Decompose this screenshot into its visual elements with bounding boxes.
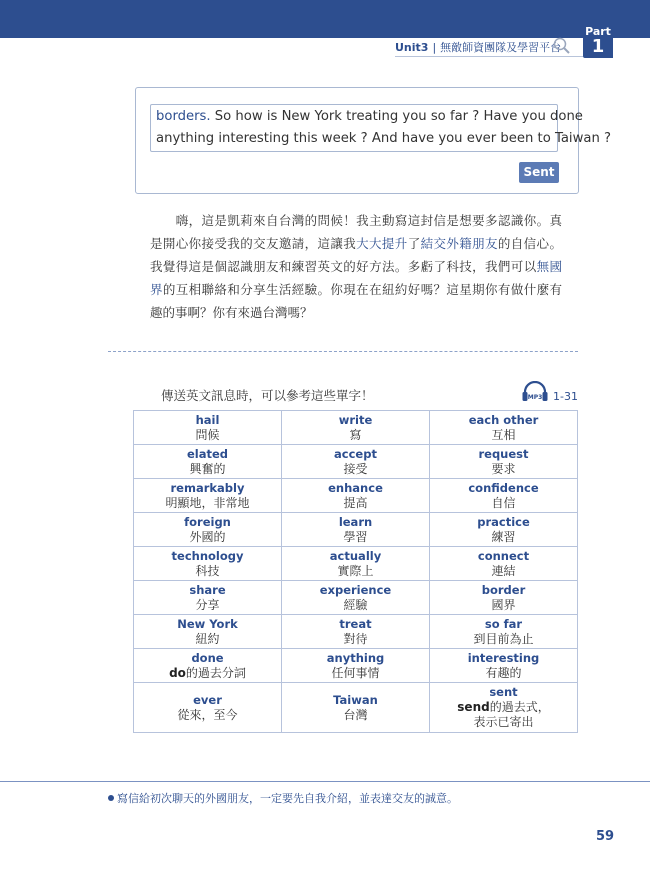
vocab-english: so far: [484, 616, 523, 631]
vocab-cell: [282, 649, 430, 683]
vocab-chinese: 從來，至今: [177, 707, 238, 722]
vocab-chinese: 國界: [491, 597, 516, 612]
vocab-english: treat: [339, 616, 372, 631]
table-row: [134, 547, 578, 581]
vocab-cell: [134, 411, 282, 445]
vocab-cell: [430, 445, 578, 479]
vocab-cell: [430, 615, 578, 649]
vocab-chinese: 紐約: [195, 631, 220, 646]
vocab-chinese-rest: 的過去式，: [489, 700, 550, 714]
vocab-cell: [134, 547, 282, 581]
vocab-cell: [282, 513, 430, 547]
vocab-chinese: 連結: [491, 563, 516, 578]
para-text-3: 的自信心。我覺得這是個認識朋友和練習英文的好方法。多虧了科技，我們可以: [150, 236, 562, 274]
vocab-chinese: 寫: [349, 427, 362, 442]
table-row: [134, 513, 578, 547]
vocab-english: learn: [338, 514, 373, 529]
vocab-cell: [134, 683, 282, 733]
vocab-cell: [282, 479, 430, 513]
track-number: 1-31: [553, 390, 578, 403]
message-text-field[interactable]: [150, 104, 611, 152]
vocab-english: New York: [177, 616, 238, 631]
vocab-chinese: 實際上: [337, 563, 374, 578]
vocab-english: ever: [193, 692, 222, 707]
vocab-english: anything: [326, 650, 385, 665]
header-separator: |: [432, 40, 437, 54]
vocab-chinese: 科技: [195, 563, 220, 578]
footer-note: [108, 790, 458, 806]
vocab-chinese-bold: do: [169, 665, 186, 680]
vocab-english: each other: [468, 412, 539, 427]
vocab-english: foreign: [184, 514, 231, 529]
vocab-chinese: 要求: [491, 461, 516, 476]
vocab-english: border: [481, 582, 526, 597]
vocab-chinese: 分享: [195, 597, 220, 612]
vocab-english: experience: [319, 582, 392, 597]
vocab-chinese: 有趣的: [485, 665, 522, 680]
vocab-cell: [430, 513, 578, 547]
vocab-cell: [430, 683, 578, 733]
vocab-english: interesting: [467, 650, 540, 665]
vocab-chinese: 明顯地，非常地: [165, 495, 250, 510]
vocab-cell: [282, 581, 430, 615]
vocab-chinese-line2: 表示已寄出: [473, 715, 534, 729]
para-text-1: 嗨，這是凱莉來自台灣的問候！我主動寫這封信是想要多認識你。真是開心你接受我的交友邀請，這讓我: [150, 213, 562, 251]
footer-note-text: 寫信給初次聊天的外國朋友，一定要先自我介紹，並表達交友的誠意。: [117, 792, 458, 805]
vocab-chinese: 提高: [343, 495, 368, 510]
vocab-cell: [430, 649, 578, 683]
unit-label: Unit3: [395, 40, 429, 54]
vocab-cell: [134, 615, 282, 649]
part-tab: [583, 24, 613, 58]
message-line2: anything interesting this week ? And have you ever been to Taiwan ?: [156, 131, 611, 146]
table-row: [134, 445, 578, 479]
vocab-chinese: 外國的: [189, 529, 226, 544]
vocab-chinese: 學習: [343, 529, 368, 544]
vocab-cell: [282, 547, 430, 581]
vocab-cell: [430, 547, 578, 581]
table-row: [134, 649, 578, 683]
vocab-chinese: 接受: [343, 461, 368, 476]
vocab-english: sent: [489, 685, 518, 699]
audio-label: MP3: [527, 394, 543, 401]
vocab-chinese: 到目前為止: [473, 631, 534, 646]
vocab-cell: [430, 411, 578, 445]
vocab-cell: [134, 649, 282, 683]
vocab-chinese: [430, 700, 577, 715]
table-row: [134, 581, 578, 615]
vocab-cell: [134, 479, 282, 513]
page-number: 59: [596, 829, 615, 844]
vocab-english: hail: [195, 412, 220, 427]
message-highlight: borders.: [156, 109, 211, 124]
vocab-english: remarkably: [170, 480, 245, 495]
unit-title: 無敵師資團隊及學習平台: [440, 41, 562, 54]
vocab-chinese: [134, 666, 281, 681]
vocab-chinese: 自信: [491, 495, 516, 510]
vocab-english: Taiwan: [333, 692, 378, 707]
vocab-english: elated: [186, 446, 229, 461]
vocab-chinese: 練習: [491, 529, 516, 544]
sent-button[interactable]: Sent: [519, 162, 559, 183]
bullet-icon: [108, 795, 114, 801]
vocab-chinese: 互相: [491, 427, 516, 442]
vocab-cell: [282, 445, 430, 479]
search-icon: [552, 36, 572, 56]
vocab-chinese: 任何事情: [331, 665, 380, 680]
vocab-chinese-bold: send: [457, 700, 490, 714]
vocab-cell: [430, 479, 578, 513]
translation-paragraph: [150, 209, 562, 324]
vocab-cell: [134, 581, 282, 615]
vocab-english: enhance: [328, 480, 383, 495]
vocab-cell: [282, 615, 430, 649]
part-number: 1: [591, 36, 605, 57]
vocab-english: share: [189, 582, 226, 597]
vocab-cell: [430, 581, 578, 615]
vocab-english: confidence: [468, 480, 539, 495]
message-line1: So how is New York treating you so far ? Have you done: [210, 109, 583, 124]
vocab-chinese: 經驗: [343, 597, 368, 612]
vocab-intro: 傳送英文訊息時，可以參考這些單字！: [161, 388, 374, 403]
message-box: [135, 87, 611, 194]
para-highlight-3: 無國界: [150, 259, 562, 297]
vocab-chinese: 興奮的: [189, 461, 226, 476]
vocab-chinese-rest: 的過去分詞: [185, 665, 246, 680]
vocab-english: request: [478, 446, 529, 461]
vocab-english: technology: [171, 548, 244, 563]
vocab-english: write: [338, 412, 373, 427]
para-text-4: 的互相聯絡和分享生活經驗。你現在在紐約好嗎？這星期你有做什麼有趣的事啊？你有來過台灣嗎？: [150, 282, 562, 320]
vocab-english: connect: [477, 548, 530, 563]
para-text-2: 了: [407, 236, 421, 251]
para-highlight-2: 結交外籍朋友: [420, 236, 498, 251]
table-row: [134, 411, 578, 445]
footer-divider: [0, 781, 650, 782]
vocab-cell: [134, 513, 282, 547]
table-row: [134, 479, 578, 513]
table-row: [134, 615, 578, 649]
section-divider: [108, 351, 578, 352]
vocab-chinese: 對待: [343, 631, 368, 646]
vocab-chinese: 問候: [195, 427, 220, 442]
vocab-cell: [282, 683, 430, 733]
vocab-english: done: [191, 650, 224, 665]
vocab-english: accept: [334, 446, 377, 461]
vocab-english: practice: [477, 514, 530, 529]
vocab-cell: [134, 445, 282, 479]
para-highlight-1: 大大提升: [356, 236, 408, 251]
vocab-english: actually: [329, 548, 382, 563]
top-banner: [0, 0, 650, 38]
vocab-chinese: 台灣: [343, 707, 368, 722]
headphones-icon[interactable]: [521, 381, 549, 403]
vocabulary-table: [133, 410, 578, 733]
vocab-cell: [282, 411, 430, 445]
part-label: Part: [585, 25, 611, 38]
table-row: [134, 683, 578, 733]
